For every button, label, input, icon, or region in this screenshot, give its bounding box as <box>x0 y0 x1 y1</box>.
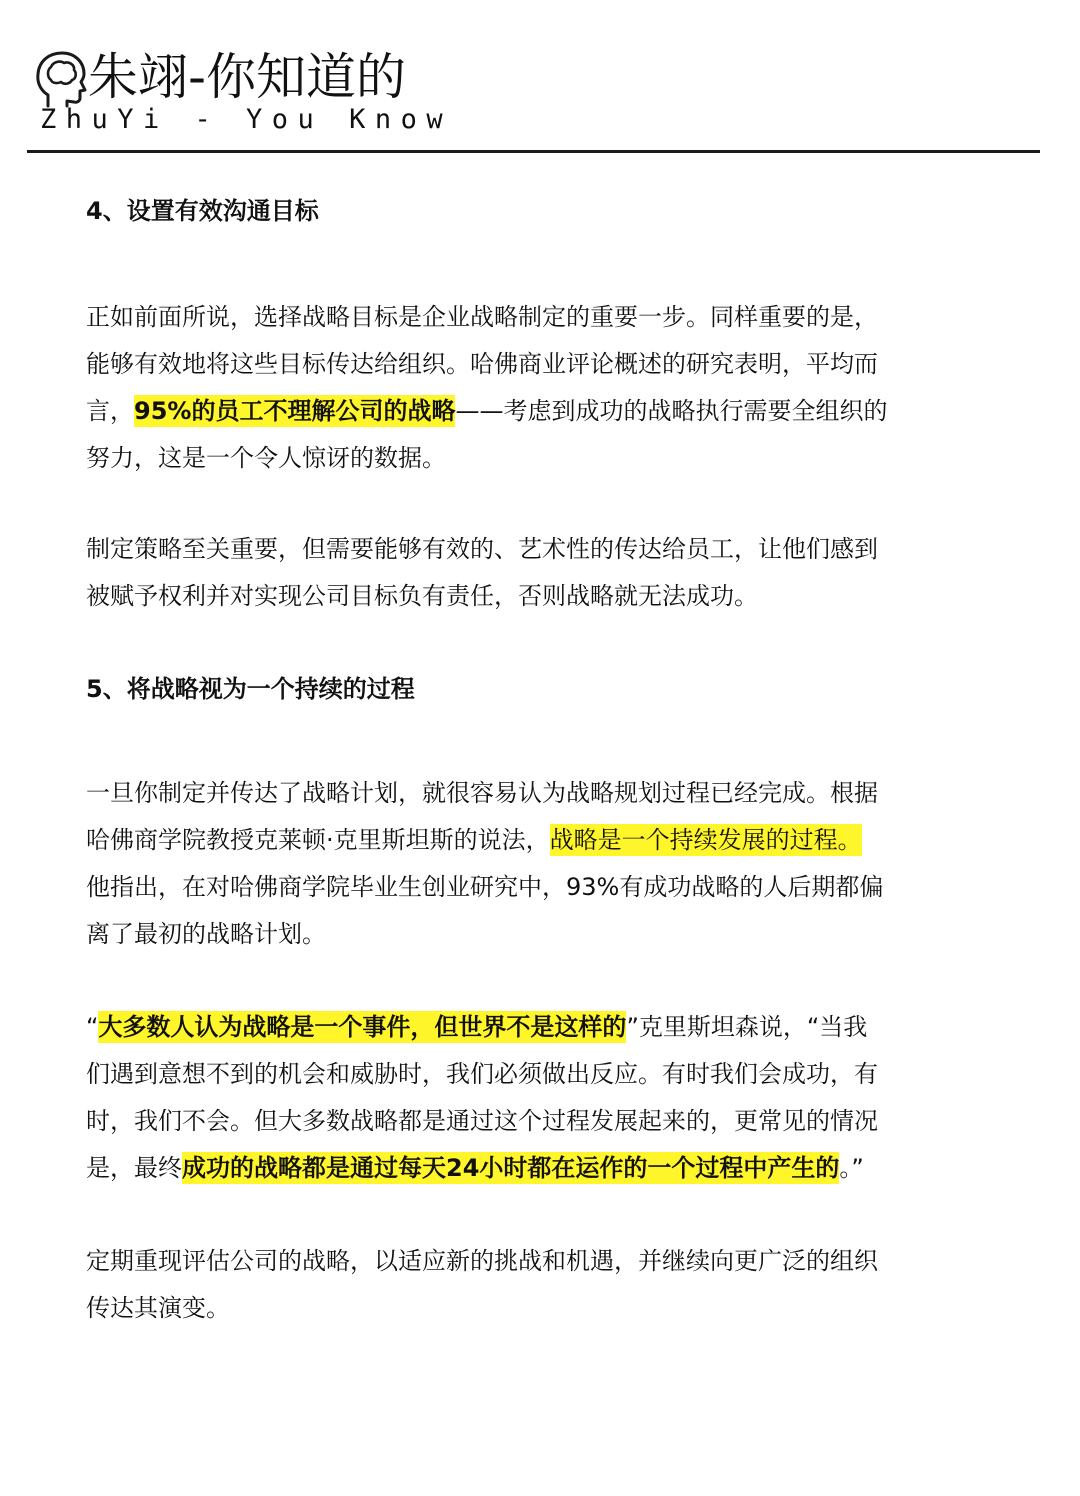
highlight-text: 成功的战略都是通过每天24小时都在运作的一个过程中产生的 <box>182 1154 840 1182</box>
text-line <box>86 911 1016 958</box>
text-run: 时，我们不会。但大多数战略都是通过这个过程发展起来的，更常见的情况 <box>86 1107 878 1135</box>
text-run: 制定策略至关重要，但需要能够有效的、艺术性的传达给员工，让他们感到 <box>86 535 878 563</box>
text-run: ——考虑到成功的战略执行需要全组织的 <box>455 397 888 425</box>
head-profile-icon <box>34 48 88 110</box>
text-run: ”克里斯坦森说，“当我 <box>626 1013 868 1041</box>
brand-header <box>30 40 1040 152</box>
text-run: 是，最终 <box>86 1154 182 1182</box>
paragraph <box>86 526 1016 620</box>
paragraph <box>86 770 1016 958</box>
text-line <box>86 1004 1016 1051</box>
highlight-text: 大多数人认为战略是一个事件，但世界不是这样的 <box>98 1013 627 1041</box>
brand-title: 朱翊-你知道的 <box>88 48 407 106</box>
highlight-text: 战略是一个持续发展的过程。 <box>549 826 862 854</box>
text-line <box>86 573 1016 620</box>
text-run: 言， <box>86 397 134 425</box>
text-run: 正如前面所说，选择战略目标是企业战略制定的重要一步。同样重要的是， <box>86 303 878 331</box>
text-line <box>86 1285 1016 1332</box>
section-heading: 4、设置有效沟通目标 <box>86 197 319 225</box>
article-body <box>86 188 1016 1332</box>
highlight-text: 95%的员工不理解公司的战略 <box>134 397 456 425</box>
text-run: 被赋予权利并对实现公司目标负有责任，否则战略就无法成功。 <box>86 582 758 610</box>
text-line <box>86 864 1016 911</box>
brand-subtitle: ZhuYi - You Know <box>40 104 453 135</box>
section-heading: 5、将战略视为一个持续的过程 <box>86 675 415 703</box>
text-run: 一旦你制定并传达了战略计划，就很容易认为战略规划过程已经完成。根据 <box>86 779 878 807</box>
text-line <box>86 1051 1016 1098</box>
text-line <box>86 388 1016 435</box>
text-run: “ <box>86 1013 99 1041</box>
text-line <box>86 341 1016 388</box>
text-line <box>86 817 1016 864</box>
paragraph <box>86 294 1016 482</box>
text-run: 传达其演变。 <box>86 1294 230 1322</box>
text-line <box>86 1238 1016 1285</box>
text-line <box>86 435 1016 482</box>
text-run: 努力，这是一个令人惊讶的数据。 <box>86 444 446 472</box>
text-run: 定期重现评估公司的战略，以适应新的挑战和机遇，并继续向更广泛的组织 <box>86 1247 878 1275</box>
text-run: 。” <box>839 1154 864 1182</box>
text-run: 哈佛商学院教授克莱顿·克里斯坦斯的说法， <box>86 826 550 854</box>
text-run: 离了最初的战略计划。 <box>86 920 326 948</box>
paragraph <box>86 1004 1016 1192</box>
text-line <box>86 294 1016 341</box>
text-line <box>86 1098 1016 1145</box>
text-run: 们遇到意想不到的机会和威胁时，我们必须做出反应。有时我们会成功，有 <box>86 1060 878 1088</box>
header-divider <box>27 150 1040 153</box>
text-line <box>86 770 1016 817</box>
paragraph <box>86 1238 1016 1332</box>
text-run: 他指出，在对哈佛商学院毕业生创业研究中，93%有成功战略的人后期都偏 <box>86 873 884 901</box>
text-line <box>86 526 1016 573</box>
text-run: 能够有效地将这些目标传达给组织。哈佛商业评论概述的研究表明，平均而 <box>86 350 878 378</box>
text-line <box>86 1145 1016 1192</box>
